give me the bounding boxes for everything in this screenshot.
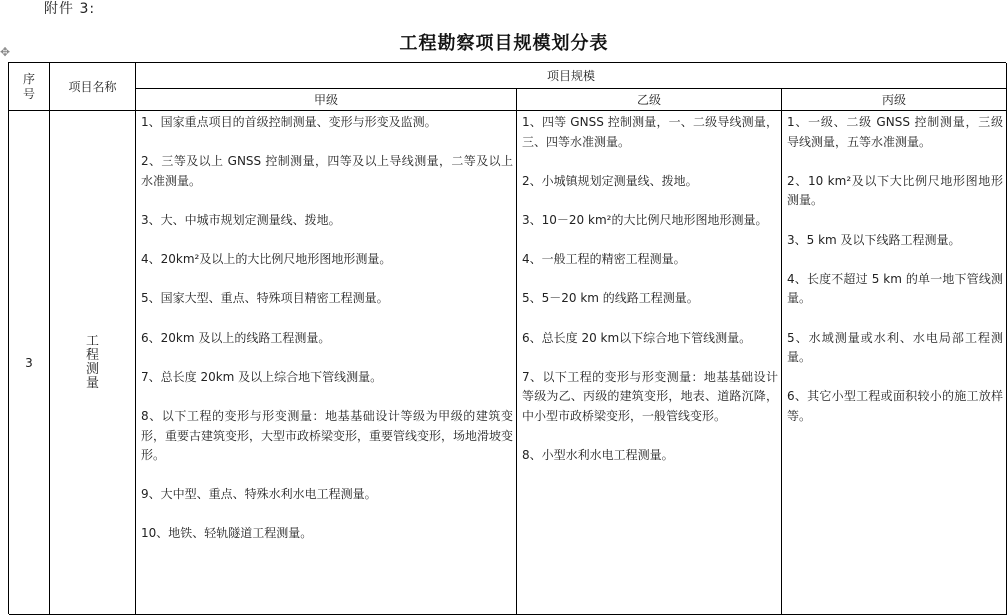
grade-c-cell <box>782 111 1007 615</box>
grade-c-item: 1、一级、二级 GNSS 控制测量，三级导线测量，五等水准测量。 <box>787 115 1003 149</box>
grade-c-item: 6、其它小型工程或面积较小的施工放样等。 <box>787 389 1003 423</box>
project-name-header-text: 项目名称 <box>68 80 117 94</box>
seq-header-char-2: 号 <box>22 86 35 101</box>
grade-b-item: 5、5－20 km 的线路工程测量。 <box>522 291 699 306</box>
grade-b-item: 7、以下工程的变形与形变测量：地基基础设计等级为乙、丙级的建筑变形，地表、道路沉降，中小型市政桥梁变形，一般管线变形。 <box>522 369 778 423</box>
grade-a-header <box>136 89 517 111</box>
grade-a-item: 8、以下工程的变形与形变测量：地基基础设计等级为甲级的建筑变形，重要古建筑变形，大型市政桥梁变形，重要管线变形，场地滑坡变形。 <box>141 408 514 463</box>
grade-a-item: 5、国家大型、重点、特殊项目精密工程测量。 <box>141 291 389 306</box>
project-scale-header <box>136 63 1007 89</box>
grade-b-header <box>517 89 782 111</box>
attachment-label: 附件 3: <box>44 1 96 17</box>
grade-b-item: 6、总长度 20 km以下综合地下管线测量。 <box>522 330 752 345</box>
grade-c-header-text: 丙级 <box>881 93 906 107</box>
grade-a-item: 7、总长度 20km 及以上综合地下管线测量。 <box>141 369 383 384</box>
table-move-handle-icon[interactable]: ✥ <box>0 45 11 59</box>
grade-a-item: 6、20km 及以上的线路工程测量。 <box>141 330 331 345</box>
grade-a-item: 3、大、中城市规划定测量线、拨地。 <box>141 212 341 227</box>
grade-a-item: 9、大中型、重点、特殊水利水电工程测量。 <box>141 487 377 502</box>
row-seq-value: 3 <box>25 355 33 370</box>
grade-b-item: 3、10－20 km²的大比例尺地形图地形测量。 <box>522 212 768 227</box>
grade-a-item: 2、三等及以上 GNSS 控制测量，四等及以上导线测量，二等及以上水准测量。 <box>141 154 513 188</box>
grade-c-item: 3、5 km 及以下线路工程测量。 <box>787 232 961 247</box>
seq-header-char-1: 序 <box>22 71 35 86</box>
grade-b-item: 8、小型水利水电工程测量。 <box>522 448 674 463</box>
row-category-cell <box>50 111 136 615</box>
grade-c-item: 4、长度不超过 5 km 的单一地下管线测量。 <box>787 271 1003 306</box>
category-char-2: 程 <box>85 347 99 363</box>
project-name-header <box>50 63 136 111</box>
category-char-3: 测 <box>85 361 99 377</box>
grade-a-item: 1、国家重点项目的首级控制测量、变形与形变及监测。 <box>141 115 437 129</box>
grade-b-cell <box>517 111 782 615</box>
grade-a-header-text: 甲级 <box>313 93 338 107</box>
grade-b-item: 4、一般工程的精密工程测量。 <box>522 252 686 267</box>
row-seq-cell <box>9 111 50 615</box>
grade-a-item: 4、20km²及以上的大比例尺地形图地形测量。 <box>141 252 392 267</box>
grade-a-cell <box>136 111 517 615</box>
grade-c-item: 5、水域测量或水利、水电局部工程测量。 <box>787 330 1003 365</box>
grade-b-header-text: 乙级 <box>636 93 661 107</box>
grade-b-item: 2、小城镇规划定测量线、拨地。 <box>522 173 698 188</box>
page-title: 工程勘察项目规模划分表 <box>399 33 609 54</box>
category-char-1: 工 <box>85 333 99 349</box>
grade-c-header <box>782 89 1007 111</box>
grade-b-item: 1、四等 GNSS 控制测量，一、二级导线测量，三、四等水准测量。 <box>522 115 778 149</box>
grade-c-item: 2、10 km²及以下大比例尺地形图地形测量。 <box>787 173 1003 208</box>
project-scale-header-text: 项目规模 <box>546 69 595 83</box>
grade-a-item: 10、地铁、轻轨隧道工程测量。 <box>141 526 313 541</box>
category-char-4: 量 <box>85 375 99 391</box>
seq-header <box>9 63 50 111</box>
scale-table <box>8 62 1006 614</box>
